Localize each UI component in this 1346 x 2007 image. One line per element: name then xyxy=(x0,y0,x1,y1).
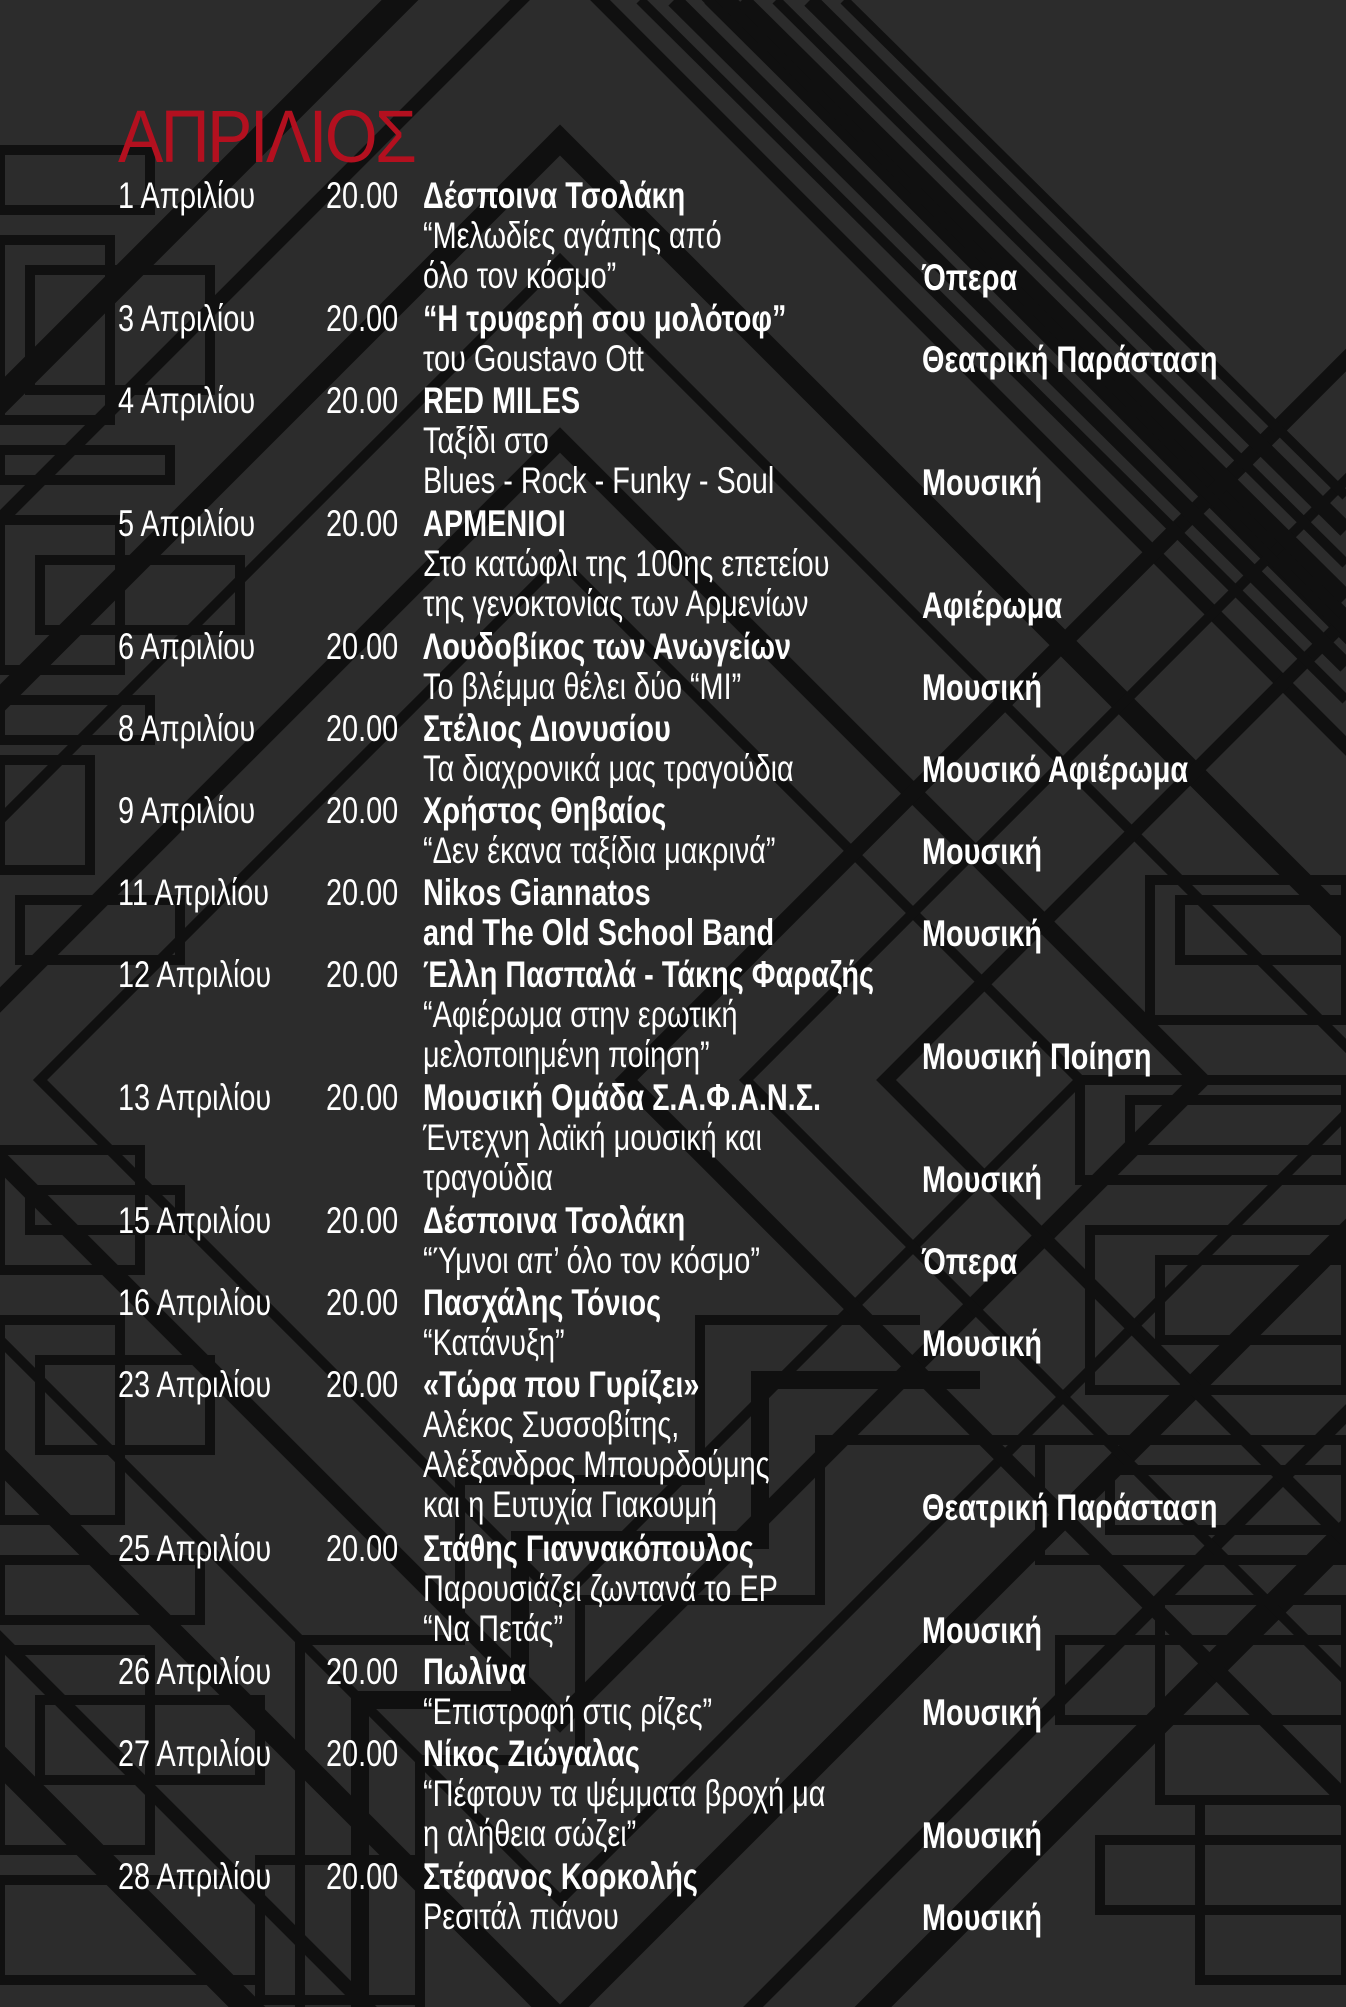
event-detail-line: Ρεσιτάλ πιάνου xyxy=(423,1896,619,1937)
event-description xyxy=(423,1734,825,1854)
event-detail-line: “Ύμνοι απ’ όλο τον κόσμο” xyxy=(423,1240,760,1281)
event-description xyxy=(423,1529,778,1649)
event-title: Στέλιος Διονυσίου xyxy=(423,708,671,749)
event-title: Στάθης Γιαννακόπουλος xyxy=(423,1528,754,1569)
event-title: Πωλίνα xyxy=(423,1651,527,1692)
event-title: Μουσική Ομάδα Σ.Α.Φ.Α.Ν.Σ. xyxy=(423,1077,822,1118)
event-detail-line: της γενοκτονίας των Αρμενίων xyxy=(423,583,809,624)
event-category: Μουσική xyxy=(922,1610,1042,1651)
event-date: 23 Απριλίου xyxy=(118,1364,272,1405)
event-title: “Η τρυφερή σου μολότοφ” xyxy=(423,298,787,339)
event-detail-line: and The Old School Band xyxy=(423,912,775,953)
event-time: 20.00 xyxy=(326,626,399,667)
event-date: 8 Απριλίου xyxy=(118,708,256,749)
event-date: 12 Απριλίου xyxy=(118,954,272,995)
event-title: ΑΡΜΕΝΙΟΙ xyxy=(423,503,566,544)
event-category: Μουσική xyxy=(922,831,1042,872)
event-title: Δέσποινα Τσολάκη xyxy=(423,175,686,216)
event-description xyxy=(423,299,786,379)
event-detail-line: τραγούδια xyxy=(423,1157,553,1198)
event-category: Μουσική xyxy=(922,667,1042,708)
event-detail-line: Blues - Rock - Funky - Soul xyxy=(423,460,775,501)
event-time: 20.00 xyxy=(326,1077,399,1118)
event-detail-line: “Πέφτουν τα ψέμματα βροχή μα xyxy=(423,1773,826,1814)
event-title: Χρήστος Θηβαίος xyxy=(423,790,667,831)
event-time: 20.00 xyxy=(326,1364,399,1405)
event-detail-line: Αλέξανδρος Μπουρδούμης xyxy=(423,1444,770,1485)
event-description xyxy=(423,627,791,707)
event-date: 6 Απριλίου xyxy=(118,626,256,667)
event-detail-line: “Αφιέρωμα στην ερωτική xyxy=(423,994,738,1035)
event-category: Μουσική xyxy=(922,1159,1042,1200)
event-description xyxy=(423,955,874,1075)
event-time: 20.00 xyxy=(326,1856,399,1897)
event-date: 11 Απριλίου xyxy=(118,872,270,913)
event-detail-line: η αλήθεια σώζει” xyxy=(423,1813,637,1854)
event-title: Έλλη Πασπαλά - Τάκης Φαραζής xyxy=(423,954,875,995)
event-description xyxy=(423,709,794,789)
event-category: Μουσική xyxy=(922,1692,1042,1733)
event-date: 15 Απριλίου xyxy=(118,1200,272,1241)
event-category: Όπερα xyxy=(922,1241,1018,1282)
event-description xyxy=(423,1078,821,1198)
event-time: 20.00 xyxy=(326,954,399,995)
event-time: 20.00 xyxy=(326,298,399,339)
event-detail-line: Έντεχνη λαϊκή μουσική και xyxy=(423,1117,762,1158)
event-description xyxy=(423,1365,770,1525)
event-date: 16 Απριλίου xyxy=(118,1282,272,1323)
event-detail-line: Αλέκος Συσσοβίτης, xyxy=(423,1404,680,1445)
event-time: 20.00 xyxy=(326,708,399,749)
event-time: 20.00 xyxy=(326,872,399,913)
event-detail-line: όλο τον κόσμο” xyxy=(423,255,617,296)
event-category: Μουσική Ποίηση xyxy=(922,1036,1152,1077)
event-title: Λουδοβίκος των Ανωγείων xyxy=(423,626,792,667)
event-title: Στέφανος Κορκολής xyxy=(423,1856,698,1897)
event-category: Μουσική xyxy=(922,913,1042,954)
event-category: Θεατρική Παράσταση xyxy=(922,339,1218,380)
event-detail-line: Ταξίδι στο xyxy=(423,420,549,461)
event-time: 20.00 xyxy=(326,790,399,831)
event-time: 20.00 xyxy=(326,503,399,544)
event-category: Μουσικό Αφιέρωμα xyxy=(922,749,1189,790)
event-detail-line: “Μελωδίες αγάπης από xyxy=(423,215,722,256)
event-time: 20.00 xyxy=(326,380,399,421)
event-date: 1 Απριλίου xyxy=(118,175,256,216)
event-date: 5 Απριλίου xyxy=(118,503,256,544)
event-time: 20.00 xyxy=(326,1651,399,1692)
event-category: Μουσική xyxy=(922,462,1042,503)
event-description xyxy=(423,1857,698,1937)
event-date: 25 Απριλίου xyxy=(118,1528,272,1569)
event-time: 20.00 xyxy=(326,175,399,216)
event-title: Nikos Giannatos xyxy=(423,872,651,913)
event-description xyxy=(423,1652,712,1732)
event-title: «Τώρα που Γυρίζει» xyxy=(423,1364,700,1405)
event-detail-line: Παρουσιάζει ζωντανά το EP xyxy=(423,1568,778,1609)
event-description xyxy=(423,176,722,296)
event-detail-line: Το βλέμμα θέλει δύο “ΜΙ” xyxy=(423,666,742,707)
event-description xyxy=(423,381,774,501)
event-date: 27 Απριλίου xyxy=(118,1733,272,1774)
event-date: 26 Απριλίου xyxy=(118,1651,272,1692)
event-category: Μουσική xyxy=(922,1323,1042,1364)
event-category: Θεατρική Παράσταση xyxy=(922,1487,1218,1528)
event-title: Πασχάλης Τόνιος xyxy=(423,1282,662,1323)
event-date: 28 Απριλίου xyxy=(118,1856,272,1897)
event-detail-line: Στο κατώφλι της 100ης επετείου xyxy=(423,543,830,584)
event-time: 20.00 xyxy=(326,1200,399,1241)
event-title: Δέσποινα Τσολάκη xyxy=(423,1200,686,1241)
event-title: RED MILES xyxy=(423,380,581,421)
event-category: Όπερα xyxy=(922,257,1018,298)
event-description xyxy=(423,873,774,953)
event-date: 9 Απριλίου xyxy=(118,790,256,831)
event-description xyxy=(423,504,830,624)
event-detail-line: του Goustavo Ott xyxy=(423,338,644,379)
event-category: Μουσική xyxy=(922,1815,1042,1856)
event-title: Νίκος Ζιώγαλας xyxy=(423,1733,640,1774)
event-time: 20.00 xyxy=(326,1528,399,1569)
event-time: 20.00 xyxy=(326,1282,399,1323)
event-detail-line: και η Ευτυχία Γιακουμή xyxy=(423,1484,718,1525)
event-date: 4 Απριλίου xyxy=(118,380,256,421)
event-description xyxy=(423,791,775,871)
event-detail-line: Τα διαχρονικά μας τραγούδια xyxy=(423,748,794,789)
event-description xyxy=(423,1283,661,1363)
event-detail-line: “Επιστροφή στις ρίζες” xyxy=(423,1691,713,1732)
event-detail-line: “Κατάνυξη” xyxy=(423,1322,565,1363)
event-description xyxy=(423,1201,760,1281)
event-date: 13 Απριλίου xyxy=(118,1077,272,1118)
event-category: Μουσική xyxy=(922,1897,1042,1938)
event-detail-line: “Να Πετάς” xyxy=(423,1608,564,1649)
month-title: ΑΠΡΙΛΙΟΣ xyxy=(118,95,415,178)
event-date: 3 Απριλίου xyxy=(118,298,256,339)
event-detail-line: “Δεν έκανα ταξίδια μακρινά” xyxy=(423,830,776,871)
event-detail-line: μελοποιημένη ποίηση” xyxy=(423,1034,710,1075)
event-category: Αφιέρωμα xyxy=(922,585,1063,626)
event-time: 20.00 xyxy=(326,1733,399,1774)
